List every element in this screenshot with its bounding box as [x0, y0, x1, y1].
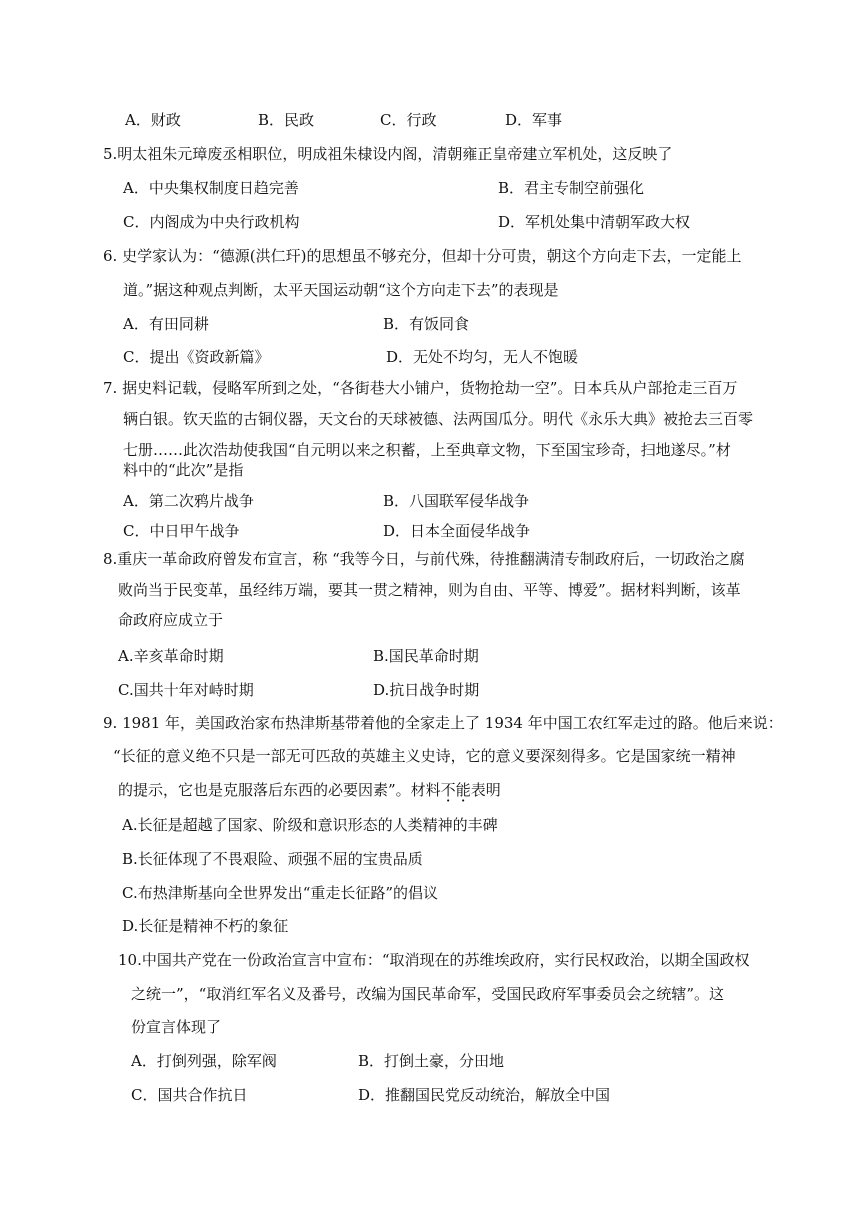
q6-option-b: B．有饭同食: [383, 315, 470, 333]
q7-option-c: C．中日甲午战争: [123, 522, 240, 540]
q7-stem-line-2: 辆白银。钦天监的古铜仪器，天文台的天球被德、法两国瓜分。明代《永乐大典》被抢去三百零: [123, 410, 754, 428]
q7-stem-line-1: 7. 据史料记载，侵略军所到之处，“各街巷大小铺户，货物抢劫一空”。日本兵从户部抢走三百万: [103, 379, 738, 397]
q9-option-b: B.长征体现了不畏艰险、顽强不屈的宝贵品质: [122, 850, 423, 868]
q7-option-b: B．八国联军侵华战争: [383, 492, 530, 510]
q9-emphasis-char-1: 不: [440, 781, 456, 799]
q9-stem-line-3-text: 的提示，它也是克服落后东西的必要因素”。材料: [118, 781, 441, 799]
q5-option-a: A．中央集权制度日趋完善: [123, 179, 299, 197]
q5-option-c: C．内阁成为中央行政机构: [123, 213, 300, 231]
q6-option-a: A．有田同耕: [123, 315, 209, 333]
q9-emphasis-char-2: 能: [455, 781, 471, 799]
q9-stem-line-2: “长征的意义绝不只是一部无可匹敌的英雄主义史诗，它的意义要深刻得多。它是国家统一精神: [113, 747, 736, 765]
q5-stem: 5.明太祖朱元璋废丞相职位，明成祖朱棣设内阁，清朝雍正皇帝建立军机处，这反映了: [103, 145, 673, 163]
q5-option-b: B．君主专制空前强化: [498, 179, 645, 197]
q4-option-b: B．民政: [258, 111, 315, 129]
q7-option-a: A．第二次鸦片战争: [123, 492, 254, 510]
q10-option-c: C．国共合作抗日: [131, 1086, 248, 1104]
q6-option-c: C．提出《资政新篇》: [123, 348, 270, 366]
q10-stem-line-2: 之统一”，“取消红军名义及番号，改编为国民革命军，受国民政府军事委员会之统辖”。这: [131, 985, 725, 1003]
q7-stem-line-4: 料中的“此次”是指: [123, 461, 244, 479]
q8-option-b: B.国民革命时期: [373, 647, 479, 665]
q8-option-a: A.辛亥革命时期: [118, 647, 224, 665]
q10-option-b: B．打倒土豪，分田地: [358, 1052, 505, 1070]
q6-option-d: D．无处不均匀，无人不饱暖: [386, 348, 579, 366]
q7-option-d: D．日本全面侵华战争: [383, 522, 531, 540]
q10-option-d: D．推翻国民党反动统治，解放全中国: [358, 1086, 611, 1104]
q9-option-c: C.布热津斯基向全世界发出“重走长征路”的倡议: [122, 884, 439, 902]
q4-option-d: D．军事: [505, 111, 563, 129]
q6-stem-line-2: 道。”据这种观点判断，太平天国运动朝“这个方向走下去”的表现是: [123, 281, 559, 299]
q9-stem-tail: 表明: [470, 781, 501, 799]
q10-stem-line-3: 份宣言体现了: [131, 1018, 222, 1036]
q8-option-c: C.国共十年对峙时期: [118, 681, 254, 699]
q8-stem-line-2: 败尚当于民变革，虽经纬万端，要其一贯之精神，则为自由、平等、博爱”。据材料判断，该革: [118, 581, 741, 599]
q10-stem-line-1: 10.中国共产党在一份政治宣言中宣布：“取消现在的苏维埃政府，实行民权政治，以期全国政权: [118, 951, 750, 969]
q6-stem-line-1: 6. 史学家认为：“德源(洪仁玕)的思想虽不够充分，但却十分可贵，朝这个方向走下去，一定能上: [103, 247, 742, 265]
q10-option-a: A．打倒列强，除军阀: [131, 1052, 277, 1070]
q9-stem-line-1: 9. 1981 年，美国政治家布热津斯基带着他的全家走上了 1934 年中国工农红军走过的路。他后来说：: [103, 714, 783, 732]
q8-stem-line-3: 命政府应成立于: [118, 611, 224, 629]
q4-option-a: A．财政: [125, 111, 181, 129]
q8-stem-line-1: 8.重庆一革命政府曾发布宣言，称 “我等今日，与前代殊，待推翻满清专制政府后，一切政治之腐: [103, 550, 745, 568]
q9-option-a: A.长征是超越了国家、阶级和意识形态的人类精神的丰碑: [122, 816, 498, 834]
q7-stem-line-3: 七册……此次浩劫使我国“自元明以来之积蓄，上至典章文物，下至国宝珍奇，扫地遂尽。”材: [123, 441, 731, 459]
q5-option-d: D．军机处集中清朝军政大权: [498, 213, 691, 231]
q9-option-d: D.长征是精神不朽的象征: [122, 917, 289, 935]
q8-option-d: D.抗日战争时期: [373, 681, 480, 699]
q9-stem-line-3: [118, 780, 501, 800]
q4-option-c: C．行政: [380, 111, 437, 129]
